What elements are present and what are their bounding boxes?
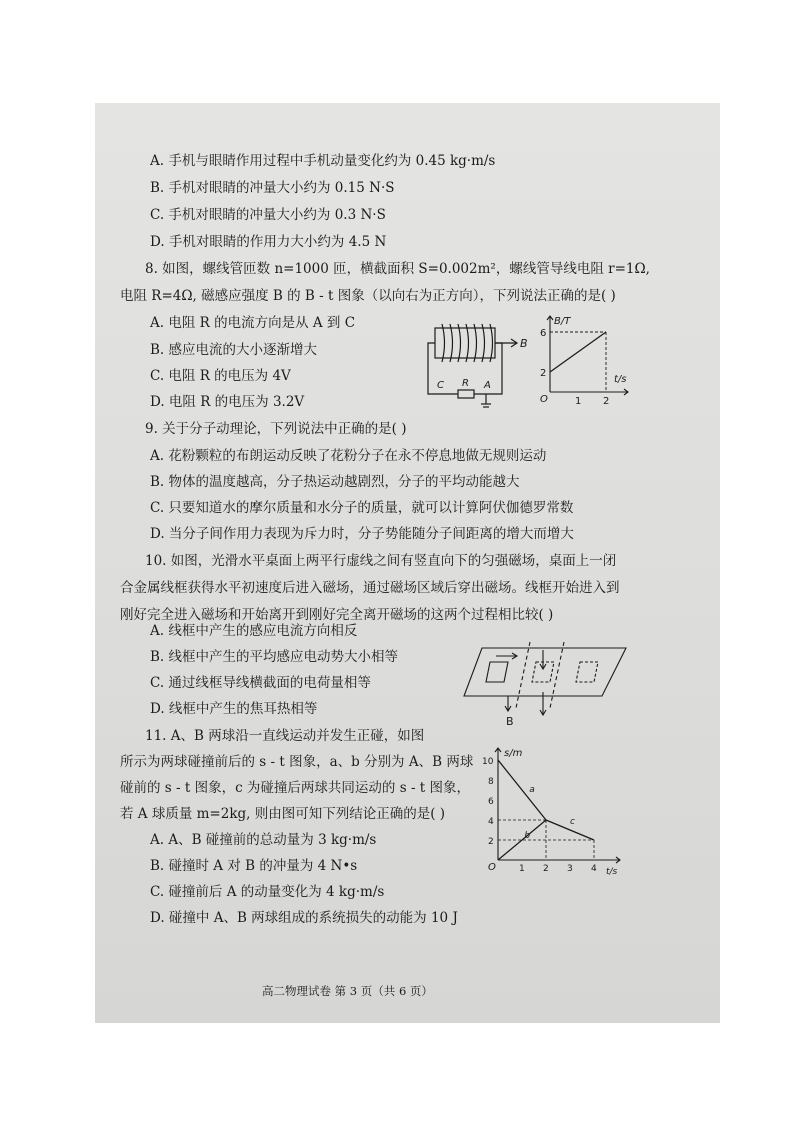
q11-line-a bbox=[498, 760, 546, 820]
q8-xlabel: t/s bbox=[614, 374, 627, 385]
field-boundary-right bbox=[550, 642, 564, 708]
wire-loop bbox=[486, 662, 508, 682]
q11-option-a: A. A、B 碰撞前的总动量为 3 kg·m/s bbox=[150, 832, 377, 848]
q10-stem-line2: 合金属线框获得水平初速度后进入磁场，通过磁场区域后穿出磁场。线框开始进入到 bbox=[120, 580, 620, 596]
q9-stem: 9. 关于分子动理论，下列说法中正确的是( ) bbox=[145, 421, 407, 437]
q10-option-a: A. 线框中产生的感应电流方向相反 bbox=[150, 623, 358, 639]
q11-xtick-label: 1 bbox=[519, 864, 525, 874]
q10-option-b: B. 线框中产生的平均感应电动势大小相等 bbox=[150, 649, 399, 665]
q8-ytick-label: 6 bbox=[540, 328, 547, 339]
q11-option-b: B. 碰撞时 A 对 B 的冲量为 4 N•s bbox=[150, 858, 358, 874]
q7-option-b: B. 手机对眼睛的冲量大小约为 0.15 N·S bbox=[150, 180, 395, 196]
q10-option-d: D. 线框中产生的焦耳热相等 bbox=[150, 701, 318, 717]
q8-option-d: D. 电阻 R 的电压为 3.2V bbox=[150, 394, 305, 410]
q11-ytick-label: 2 bbox=[488, 837, 494, 847]
q8-option-a: A. 电阻 R 的电流方向是从 A 到 C bbox=[150, 315, 356, 331]
q11-origin: O bbox=[488, 862, 496, 873]
q11-xtick-label: 4 bbox=[591, 864, 597, 874]
q11-stem-line1: 11. A、B 两球沿一直线运动并发生正碰，如图 bbox=[145, 728, 425, 744]
q11-xlabel: t/s bbox=[606, 867, 618, 877]
q8-ylabel: B/T bbox=[554, 316, 571, 327]
q11-label-b: b bbox=[524, 831, 531, 841]
q10-magnetic-field-figure bbox=[460, 638, 630, 730]
q8-stem-line2: 电阻 R=4Ω, 磁感应强度 B 的 B - t 图象（以向右为正方向），下列说法正确的是( ) bbox=[120, 288, 616, 304]
q11-option-d: D. 碰撞中 A、B 两球组成的系统损失的动能为 10 J bbox=[150, 910, 458, 926]
q8-bt-line bbox=[550, 332, 606, 372]
q11-ytick-label: 10 bbox=[482, 757, 494, 767]
q8-option-b: B. 感应电流的大小逐渐增大 bbox=[150, 342, 318, 358]
q7-option-a: A. 手机与眼睛作用过程中手机动量变化约为 0.45 kg·m/s bbox=[150, 153, 496, 169]
solenoid-coil bbox=[442, 324, 493, 362]
resistor-r bbox=[458, 390, 474, 398]
q11-label-a: a bbox=[529, 785, 535, 795]
q11-ytick-label: 6 bbox=[488, 797, 494, 807]
q7-option-d: D. 手机对眼睛的作用力大小约为 4.5 N bbox=[150, 234, 387, 250]
q11-ylabel: s/m bbox=[504, 748, 523, 759]
loop-ghost-2 bbox=[576, 662, 598, 682]
q11-ytick-label: 8 bbox=[488, 777, 494, 787]
q10-stem-line3: 刚好完全进入磁场和开始离开到刚好完全离开磁场的这两个过程相比较( ) bbox=[120, 607, 554, 623]
page-footer: 高二物理试卷 第 3 页（共 6 页） bbox=[262, 984, 433, 998]
q11-xtick-label: 3 bbox=[567, 864, 573, 874]
q9-option-a: A. 花粉颗粒的布朗运动反映了花粉分子在永不停息地做无规则运动 bbox=[150, 448, 547, 464]
q8-stem-line1: 8. 如图，螺线管匝数 n=1000 匝，横截面积 S=0.002m²，螺线管导线电阻 r=1Ω, bbox=[145, 261, 650, 277]
circuit-label-b: B bbox=[520, 337, 528, 350]
q8-ytick-label: 2 bbox=[540, 368, 547, 379]
field-boundary-left bbox=[516, 642, 530, 708]
q10-stem-line1: 10. 如图，光滑水平桌面上两平行虚线之间有竖直向下的匀强磁场，桌面上一闭 bbox=[145, 553, 617, 569]
q11-label-c: c bbox=[570, 817, 575, 827]
q11-xtick-label: 2 bbox=[543, 864, 549, 874]
q11-stem-line3: 碰前的 s - t 图象，c 为碰撞后两球共同运动的 s - t 图象， bbox=[120, 780, 471, 796]
q8-option-c: C. 电阻 R 的电压为 4V bbox=[150, 368, 291, 384]
q10-option-c: C. 通过线框导线横截面的电荷量相等 bbox=[150, 675, 371, 691]
circuit-label-a: A bbox=[484, 380, 491, 391]
q8-xtick-label: 1 bbox=[575, 396, 582, 407]
q11-st-graph bbox=[480, 742, 626, 878]
circuit-label-c: C bbox=[437, 380, 444, 391]
q11-stem-line4: 若 A 球质量 m=2kg, 则由图可知下列结论正确的是( ) bbox=[120, 806, 446, 822]
q9-option-d: D. 当分子间作用力表现为斥力时，分子势能随分子间距离的增大而增大 bbox=[150, 526, 574, 542]
q8-bt-graph bbox=[532, 312, 632, 407]
circuit-label-r: R bbox=[462, 378, 469, 389]
q8-circuit-figure bbox=[420, 318, 540, 414]
q8-origin: O bbox=[540, 394, 548, 405]
q11-stem-line2: 所示为两球碰撞前后的 s - t 图象，a、b 分别为 A、B 两球 bbox=[120, 754, 474, 770]
q9-option-b: B. 物体的温度越高，分子热运动越剧烈，分子的平均动能越大 bbox=[150, 474, 520, 490]
q11-ytick-label: 4 bbox=[488, 817, 494, 827]
q8-xtick-label: 2 bbox=[603, 396, 610, 407]
q7-option-c: C. 手机对眼睛的冲量大小约为 0.3 N·S bbox=[150, 207, 386, 223]
q9-option-c: C. 只要知道水的摩尔质量和水分子的质量，就可以计算阿伏伽德罗常数 bbox=[150, 500, 574, 516]
q10-figure-label-b: B bbox=[506, 715, 514, 728]
q11-option-c: C. 碰撞前后 A 的动量变化为 4 kg·m/s bbox=[150, 884, 385, 900]
